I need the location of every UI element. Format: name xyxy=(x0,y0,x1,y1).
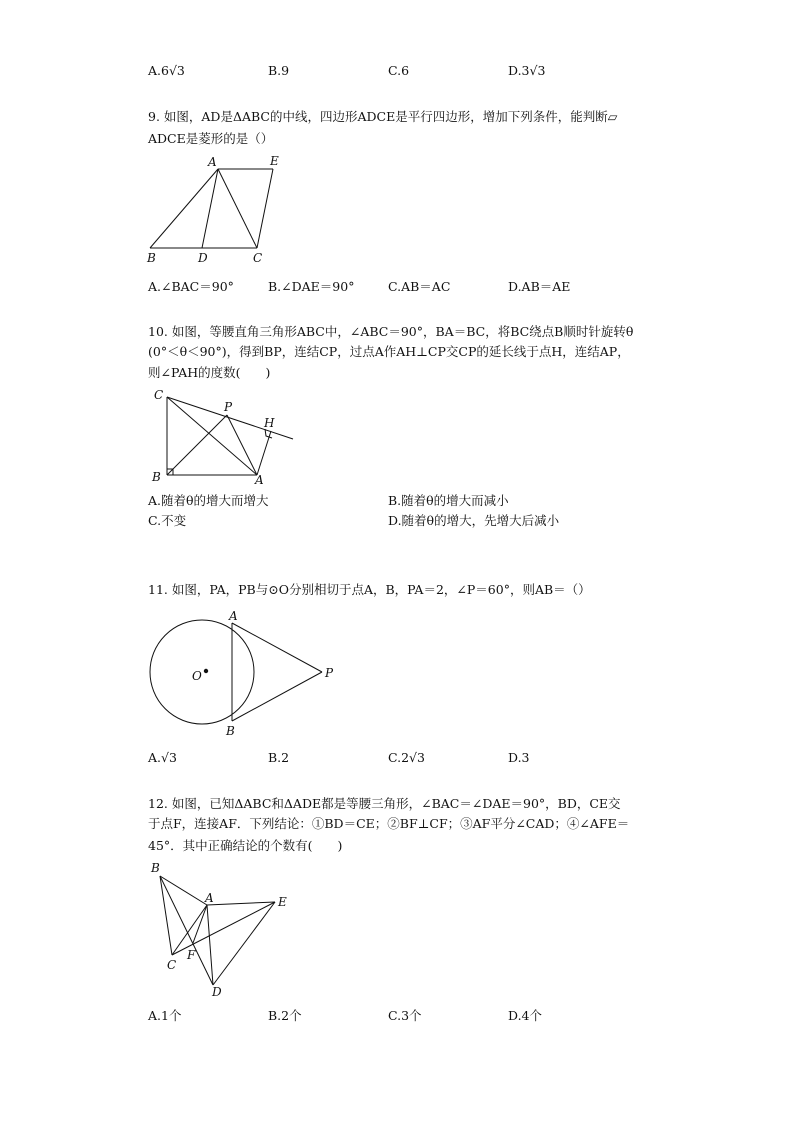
q10-label-p: P xyxy=(224,400,233,414)
q9-stem-line2: ADCE是菱形的是（） xyxy=(148,131,274,146)
q11-option-c[interactable]: C.2√3 xyxy=(388,750,425,765)
q11-label-o: O xyxy=(192,669,202,683)
q9-figure xyxy=(140,152,290,267)
q9-option-c[interactable]: C.AB＝AC xyxy=(388,279,451,294)
q11-option-a[interactable]: A.√3 xyxy=(148,750,177,765)
q10-stem-line3: 则∠PAH的度数( ) xyxy=(148,365,271,380)
q9-option-d[interactable]: D.AB＝AE xyxy=(508,279,571,294)
q11-label-b: B xyxy=(226,724,235,738)
q8-option-b[interactable]: B.9 xyxy=(268,63,290,78)
q9-stem-line1: 9. 如图，AD是ΔABC的中线，四边形ADCE是平行四边形，增加下列条件，能判断▱ xyxy=(148,109,618,124)
q9-label-b: B xyxy=(147,251,156,265)
q12-label-b: B xyxy=(151,861,160,875)
q12-label-e: E xyxy=(278,895,287,909)
q12-figure xyxy=(145,858,305,1003)
q10-label-c: C xyxy=(154,388,164,402)
q11-stem-line1: 11. 如图，PA，PB与⊙O分别相切于点A，B，PA＝2，∠P＝60°，则AB＝（） xyxy=(148,582,591,597)
q10-option-c[interactable]: C.不变 xyxy=(148,513,187,528)
q12-option-c[interactable]: C.3个 xyxy=(388,1008,422,1023)
q12-label-a: A xyxy=(205,891,214,905)
q9-label-a: A xyxy=(208,155,217,169)
q12-stem-line1: 12. 如图，已知ΔABC和ΔADE都是等腰三角形，∠BAC＝∠DAE＝90°，BD，CE交 xyxy=(148,796,621,811)
q12-label-d: D xyxy=(212,985,222,999)
q10-label-a: A xyxy=(255,473,264,487)
q11-label-p: P xyxy=(325,666,334,680)
q9-label-c: C xyxy=(253,251,263,265)
q10-option-a[interactable]: A.随着θ的增大而增大 xyxy=(148,493,269,508)
q12-option-b[interactable]: B.2个 xyxy=(268,1008,302,1023)
q9-label-e: E xyxy=(270,154,279,168)
q12-label-f: F xyxy=(187,948,196,962)
q10-stem-line2: (0°＜θ＜90°)，得到BP，连结CP，过点A作AH⊥CP交CP的延长线于点H，连结AP， xyxy=(148,344,630,359)
q10-figure xyxy=(145,385,300,490)
q12-label-c: C xyxy=(167,958,177,972)
q9-option-b[interactable]: B.∠DAE＝90° xyxy=(268,279,355,294)
q9-label-d: D xyxy=(198,251,208,265)
q8-option-d[interactable]: D.3√3 xyxy=(508,63,546,78)
q10-stem-line1: 10. 如图，等腰直角三角形ABC中，∠ABC＝90°，BA＝BC，将BC绕点B顺时针旋转θ xyxy=(148,324,634,339)
q11-label-a: A xyxy=(229,609,238,623)
q10-option-b[interactable]: B.随着θ的增大而减小 xyxy=(388,493,509,508)
q11-figure xyxy=(145,605,345,745)
q8-option-a[interactable]: A.6√3 xyxy=(148,63,185,78)
q10-option-d[interactable]: D.随着θ的增大，先增大后减小 xyxy=(388,513,560,528)
q12-option-d[interactable]: D.4个 xyxy=(508,1008,543,1023)
q12-stem-line3: 45°．其中正确结论的个数有( ) xyxy=(148,838,343,853)
q10-label-h: H xyxy=(264,416,275,430)
q12-option-a[interactable]: A.1个 xyxy=(148,1008,182,1023)
q10-label-b: B xyxy=(152,470,161,484)
q11-option-b[interactable]: B.2 xyxy=(268,750,290,765)
q11-option-d[interactable]: D.3 xyxy=(508,750,530,765)
q8-option-c[interactable]: C.6 xyxy=(388,63,410,78)
q9-option-a[interactable]: A.∠BAC＝90° xyxy=(148,279,234,294)
q12-stem-line2: 于点F，连接AF．下列结论：①BD＝CE；②BF⊥CF；③AF平分∠CAD；④∠AFE＝ xyxy=(148,816,630,831)
